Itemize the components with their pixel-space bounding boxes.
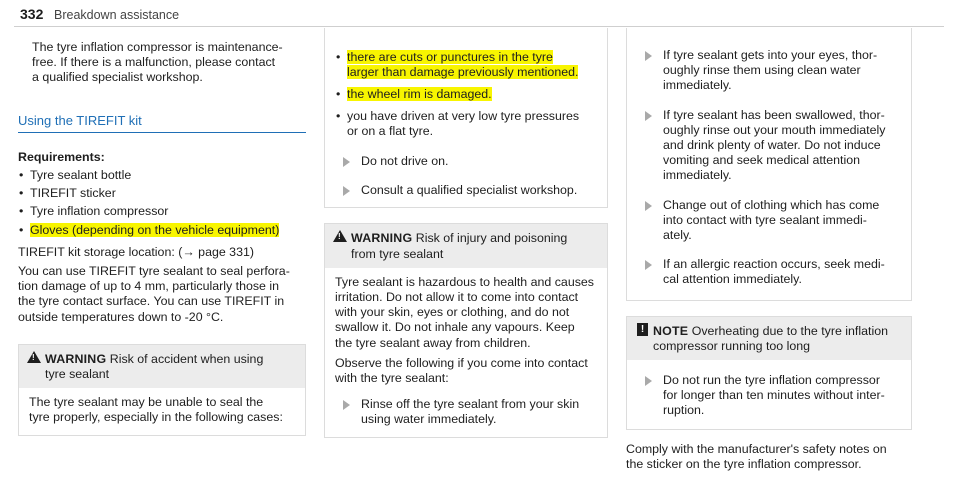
- arrow-right-icon: [645, 260, 652, 270]
- bullet-icon: •: [19, 222, 24, 237]
- step-item: If tyre sealant has been swallowed, thor- oughly rinse out your mouth immediately and drink plenty of water. Do not induce vomiting and seek medical attention immediately.: [637, 108, 901, 184]
- intro-paragraph: [18, 40, 306, 86]
- bullet-icon: •: [336, 87, 341, 102]
- note-header: ! NOTE Overheating due to the tyre inflation compressor running too long: [627, 317, 911, 360]
- column-middle: [324, 40, 608, 438]
- step-item: Do not run the tyre inflation compressor for longer than ten minutes without inter- ruption.: [637, 373, 901, 419]
- usage-paragraph: You can use TIREFIT tyre sealant to seal perfora- tion damage of up to 4 mm, particularly those in the tyre contact surface. You can use TIREFIT in outside temperatures down to -20 °C.: [18, 264, 290, 324]
- observe-paragraph: Observe the following if you come into contact with the tyre sealant:: [335, 355, 588, 386]
- step-item: If an allergic reaction occurs, seek medi- cal attention immediately.: [637, 257, 901, 287]
- intro-line: free. If there is a malfunction, please contact: [32, 55, 276, 70]
- warning-box-accident: [18, 344, 306, 436]
- highlighted-text: Gloves (depending on the vehicle equipment): [30, 222, 280, 237]
- warning-body: Tyre sealant is hazardous to health and causes irritation. Do not allow it to come into contact with your skin, eyes or clothing, and do not swallow it. Do not inhale any vapours. Keep the tyre sealant away from children. Observe the following if you come into contact with the tyre sealant: Rinse off the tyre sealant from your skin using water immediately.: [325, 268, 607, 437]
- intro-line: The tyre inflation compressor is maintenance-: [32, 40, 283, 54]
- step-item: Do not drive on.: [335, 154, 597, 169]
- warning-triangle-icon: [333, 230, 347, 242]
- list-item: • TIREFIT sticker: [19, 186, 116, 201]
- warning-header: ! WARNING Risk of accident when using tyre sealant: [19, 345, 305, 388]
- note-body: [627, 360, 911, 429]
- warning-keyword: WARNING: [45, 351, 107, 366]
- list-item: • Tyre inflation compressor: [19, 204, 169, 219]
- list-item: [335, 87, 597, 102]
- step-item: If tyre sealant gets into your eyes, thor- oughly rinse them using clean water immediately.: [637, 48, 901, 94]
- warning-box-poisoning: [324, 223, 608, 437]
- highlighted-text: larger than damage previously mentioned.: [347, 65, 579, 80]
- column-left: [18, 40, 306, 436]
- subheading-using-tirefit: Using the TIREFIT kit: [18, 113, 306, 133]
- arrow-right-icon: [343, 157, 350, 167]
- warning-body: The tyre sealant may be unable to seal the tyre properly, especially in the following cases:: [29, 395, 283, 425]
- warning-keyword: WARNING: [351, 231, 413, 246]
- arrow-right-icon: [343, 400, 350, 410]
- arrow-right-icon: [645, 111, 652, 121]
- bullet-icon: •: [19, 168, 24, 183]
- bullet-icon: •: [19, 204, 24, 219]
- bullet-icon: •: [336, 50, 341, 64]
- step-item: Change out of clothing which has come into contact with tyre sealant immedi- ately.: [637, 198, 901, 244]
- header-divider: [14, 26, 944, 27]
- warning-header: ! WARNING Risk of injury and poisoning from tyre sealant: [325, 224, 607, 267]
- note-keyword: NOTE: [653, 323, 689, 338]
- highlighted-text: there are cuts or punctures in the tyre: [347, 50, 553, 64]
- closing-paragraph: Comply with the manufacturer's safety notes on the sticker on the tyre inflation compressor.: [626, 441, 887, 471]
- list-item: [335, 50, 597, 80]
- cases-list: [335, 50, 597, 139]
- section-title: Breakdown assistance: [54, 8, 180, 22]
- list-item: • Tyre sealant bottle: [19, 168, 132, 183]
- list-item: • you have driven at very low tyre pressures or on a flat tyre.: [336, 108, 580, 138]
- arrow-right-icon: [343, 186, 350, 196]
- note-box-overheating: [626, 316, 912, 430]
- warning-box-continued: [626, 28, 912, 301]
- step-item: Consult a qualified specialist workshop.: [335, 183, 597, 198]
- storage-location: TIREFIT kit storage location: (→ page 331): [18, 244, 254, 259]
- page-number: 332: [20, 6, 44, 22]
- bullet-icon: •: [19, 186, 24, 201]
- bullet-icon: •: [336, 108, 341, 123]
- column-right: [626, 40, 912, 472]
- highlighted-text: the wheel rim is damaged.: [347, 87, 492, 102]
- arrow-right-icon: [645, 51, 652, 61]
- warning-triangle-icon: [27, 351, 41, 363]
- requirements-title: Requirements:: [18, 149, 105, 164]
- arrow-right-icon: [645, 376, 652, 386]
- list-item: [18, 223, 306, 238]
- arrow-right-icon: [645, 201, 652, 211]
- note-exclamation-icon: !: [637, 323, 648, 336]
- warning-box-continued: [324, 28, 608, 208]
- intro-line: a qualified specialist workshop.: [32, 70, 203, 85]
- requirements-list: [18, 168, 306, 238]
- step-item: Rinse off the tyre sealant from your skin using water immediately.: [335, 397, 597, 427]
